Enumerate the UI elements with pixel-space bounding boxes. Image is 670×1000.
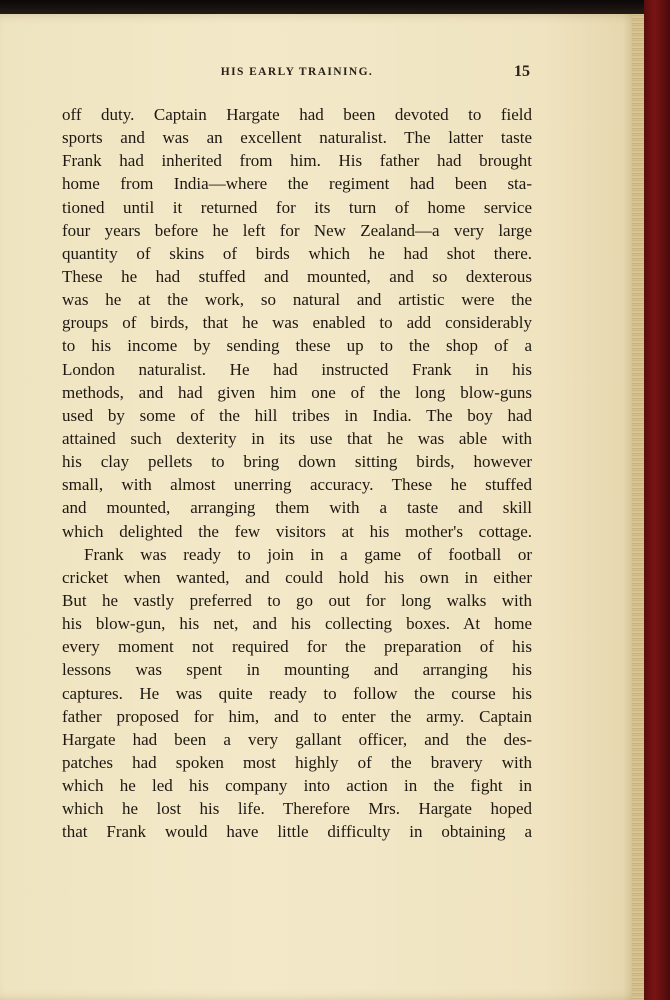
text-line: which he led his company into action in the fight in	[62, 776, 532, 796]
text-line: groups of birds, that he was enabled to add considerably	[62, 313, 532, 333]
text-line: was he at the work, so natural and artistic were the	[62, 290, 532, 310]
text-line: Frank had inherited from him. His father had brought	[62, 151, 532, 171]
running-title: HIS EARLY TRAINING.	[220, 66, 374, 78]
text-line: small, with almost unerring accuracy. These he stuffed	[62, 475, 532, 495]
text-line: which he lost his life. Therefore Mrs. Hargate hoped	[62, 799, 532, 819]
text-line: off duty. Captain Hargate had been devoted to field	[62, 105, 532, 124]
text-line: Frank was ready to join in a game of football or	[84, 544, 532, 564]
text-line: attained such dexterity in its use that he was able with	[62, 428, 532, 448]
text-line: cricket when wanted, and could hold his own in either	[62, 567, 532, 587]
text-line: lessons was spent in mounting and arranging his	[62, 660, 532, 680]
page-edges	[632, 14, 644, 1000]
body-text	[62, 103, 532, 844]
book-cover-edge	[644, 0, 670, 1000]
text-line: captures. He was quite ready to follow the course his	[62, 683, 532, 703]
text-line: But he vastly preferred to go out for long walks with	[62, 590, 532, 610]
text-line: methods, and had given him one of the long blow-guns	[62, 382, 532, 402]
text-line: sports and was an excellent naturalist. The latter taste	[62, 128, 532, 148]
text-line: father proposed for him, and to enter the army. Captain	[62, 706, 532, 726]
text-line: every moment not required for the preparation of his	[62, 637, 532, 657]
text-line: Hargate had been a very gallant officer, and the des-	[62, 729, 532, 749]
text-line: quantity of skins of birds which he had shot there.	[62, 243, 532, 263]
text-line: used by some of the hill tribes in India. The boy had	[62, 405, 532, 425]
text-line: home from India—where the regiment had been sta-	[62, 174, 532, 194]
page-number: 15	[514, 63, 530, 80]
text-line: and mounted, arranging them with a taste and skill	[62, 498, 532, 518]
text-line: to his income by sending these up to the shop of a	[62, 336, 532, 356]
text-line: which delighted the few visitors at his mother's cottage.	[62, 521, 532, 541]
text-line: his clay pellets to bring down sitting birds, however	[62, 452, 532, 472]
text-line: These he had stuffed and mounted, and so dexterous	[62, 266, 532, 286]
text-line: London naturalist. He had instructed Frank in his	[62, 359, 532, 379]
page-header	[62, 63, 532, 86]
text-line: that Frank would have little difficulty in obtaining a	[62, 822, 532, 842]
text-line: tioned until it returned for its turn of home service	[62, 197, 532, 217]
text-line: four years before he left for New Zealand—a very large	[62, 220, 532, 240]
text-line: patches had spoken most highly of the bravery with	[62, 752, 532, 772]
text-line: his blow-gun, his net, and his collecting boxes. At home	[62, 614, 532, 634]
